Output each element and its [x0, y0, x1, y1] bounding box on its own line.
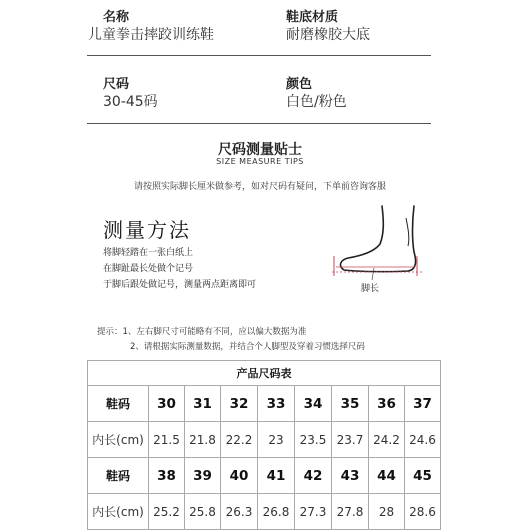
length-cell: 27.8: [332, 494, 369, 530]
step-2: 在脚趾最长处做个记号: [103, 264, 194, 274]
size-cell: 30: [149, 386, 185, 422]
sole-value: 耐磨橡胶大底: [286, 27, 370, 43]
length-cell: 23: [258, 422, 295, 458]
size-cell: 45: [405, 458, 441, 494]
step-3: 于脚后跟处做记号，测量两点距离即可: [103, 280, 257, 290]
size-cell: 35: [332, 386, 369, 422]
length-cell: 22.2: [221, 422, 258, 458]
size-cell: 36: [369, 386, 405, 422]
table-row: [88, 422, 441, 458]
table-row: [88, 386, 441, 422]
size-cell: 38: [149, 458, 185, 494]
table-row: [88, 458, 441, 494]
length-cell: 26.8: [258, 494, 295, 530]
note-2: 2、请根据实际测量数据，并结合个人脚型及穿着习惯选择尺码: [130, 342, 365, 352]
ankle-line: [406, 218, 409, 246]
size-cell: 34: [295, 386, 332, 422]
sole-label: 鞋底材质: [286, 10, 339, 25]
size-cell: 40: [221, 458, 258, 494]
size-cell: 39: [185, 458, 221, 494]
length-cell: 25.2: [149, 494, 185, 530]
table-row: [88, 494, 441, 530]
tips-subtitle: SIZE MEASURE TIPS: [216, 157, 304, 166]
length-header: 内长(cm): [88, 494, 149, 530]
table-caption: 产品尺码表: [88, 361, 441, 386]
size-cell: 41: [258, 458, 295, 494]
size-cell: 37: [405, 386, 441, 422]
size-label: 尺码: [103, 77, 130, 92]
size-cell: 44: [369, 458, 405, 494]
size-value: 30-45码: [103, 94, 158, 110]
size-header: 鞋码: [88, 458, 149, 494]
length-cell: 24.6: [405, 422, 441, 458]
method-title: 测量方法: [103, 218, 191, 242]
length-cell: 28: [369, 494, 405, 530]
length-cell: 21.5: [149, 422, 185, 458]
size-cell: 42: [295, 458, 332, 494]
divider: [87, 55, 431, 56]
step-1: 将脚轻踏在一张白纸上: [103, 248, 194, 258]
name-value: 儿童拳击摔跤训练鞋: [88, 27, 214, 43]
size-cell: 43: [332, 458, 369, 494]
divider: [87, 123, 431, 124]
length-cell: 21.8: [185, 422, 221, 458]
length-cell: 28.6: [405, 494, 441, 530]
tips-title: 尺码测量贴士: [218, 142, 302, 158]
length-cell: 27.3: [295, 494, 332, 530]
name-label: 名称: [103, 10, 130, 25]
note-1: 提示：1、左右脚尺寸可能略有不同，应以偏大数据为准: [97, 327, 307, 337]
length-cell: 23.7: [332, 422, 369, 458]
tips-intro: 请按照实际脚长厘米做参考，如对尺码有疑问，下单前咨询客服: [133, 182, 386, 192]
length-cell: 25.8: [185, 494, 221, 530]
size-cell: 31: [185, 386, 221, 422]
size-table: [87, 360, 441, 530]
size-cell: 33: [258, 386, 295, 422]
length-cell: 26.3: [221, 494, 258, 530]
length-cell: 24.2: [369, 422, 405, 458]
label-pointer: [372, 268, 374, 280]
length-header: 内长(cm): [88, 422, 149, 458]
color-value: 白色/粉色: [286, 94, 347, 110]
foot-length-label: 脚长: [361, 284, 380, 294]
size-header: 鞋码: [88, 386, 149, 422]
size-cell: 32: [221, 386, 258, 422]
length-cell: 23.5: [295, 422, 332, 458]
foot-outline: [341, 206, 416, 272]
color-label: 颜色: [286, 77, 313, 92]
